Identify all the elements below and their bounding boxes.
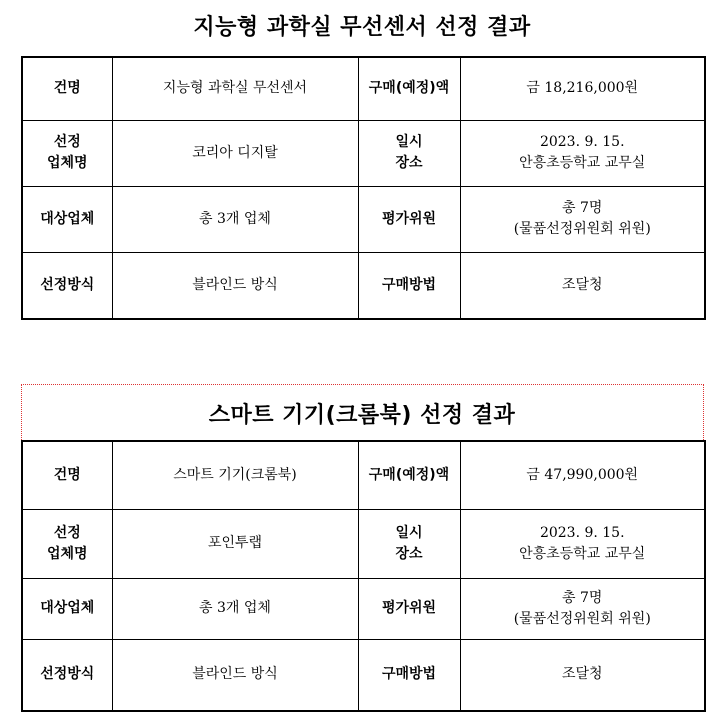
- label-cell: 일시 장소: [358, 120, 460, 186]
- label-cell: 구매(예정)액: [358, 57, 460, 120]
- label-cell: 대상업체: [22, 578, 112, 639]
- value-cell: 블라인드 방식: [112, 252, 358, 319]
- label-cell: 대상업체: [22, 186, 112, 252]
- value-cell: 총 7명 (물품선정위원회 위원): [460, 186, 705, 252]
- label-cell: 선정방식: [22, 252, 112, 319]
- value-cell: 2023. 9. 15. 안흥초등학교 교무실: [460, 509, 705, 578]
- table-row: [22, 639, 705, 711]
- label-cell: 구매(예정)액: [358, 441, 460, 509]
- value-cell: 2023. 9. 15. 안흥초등학교 교무실: [460, 120, 705, 186]
- value-cell: 총 7명 (물품선정위원회 위원): [460, 578, 705, 639]
- value-cell: 코리아 디지탈: [112, 120, 358, 186]
- section1-title: 지능형 과학실 무선센서 선정 결과: [193, 15, 531, 40]
- section2-table: [21, 440, 706, 712]
- value-cell: 총 3개 업체: [112, 186, 358, 252]
- value-cell: 블라인드 방식: [112, 639, 358, 711]
- label-cell: 건명: [22, 57, 112, 120]
- label-cell: 구매방법: [358, 252, 460, 319]
- label-cell: 건명: [22, 441, 112, 509]
- value-cell: 조달청: [460, 639, 705, 711]
- label-cell: 구매방법: [358, 639, 460, 711]
- value-cell: 스마트 기기(크롬북): [112, 441, 358, 509]
- value-cell: 금 47,990,000원: [460, 441, 705, 509]
- table-row: [22, 509, 705, 578]
- value-cell: 포인투랩: [112, 509, 358, 578]
- section2-title: 스마트 기기(크롬북) 선정 결과: [208, 403, 516, 428]
- table-row: [22, 578, 705, 639]
- table-row: [22, 441, 705, 509]
- label-cell: 평가위원: [358, 578, 460, 639]
- label-cell: 평가위원: [358, 186, 460, 252]
- value-cell: 조달청: [460, 252, 705, 319]
- label-cell: 선정 업체명: [22, 509, 112, 578]
- label-cell: 일시 장소: [358, 509, 460, 578]
- table-row: [22, 252, 705, 319]
- section1-table: [21, 56, 706, 320]
- value-cell: 금 18,216,000원: [460, 57, 705, 120]
- value-cell: 지능형 과학실 무선센서: [112, 57, 358, 120]
- label-cell: 선정방식: [22, 639, 112, 711]
- table-row: [22, 120, 705, 186]
- value-cell: 총 3개 업체: [112, 578, 358, 639]
- label-cell: 선정 업체명: [22, 120, 112, 186]
- table-row: [22, 186, 705, 252]
- table-row: [22, 57, 705, 120]
